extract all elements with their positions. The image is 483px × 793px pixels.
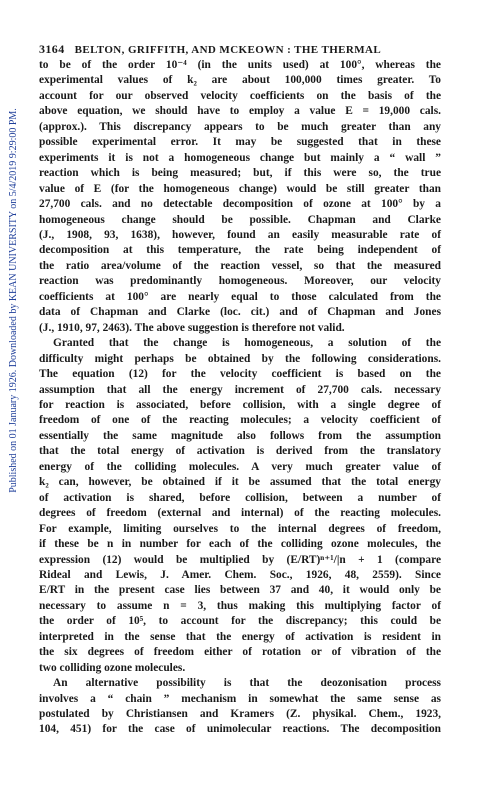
text-line: two colliding ozone molecules. — [39, 661, 186, 674]
text-line: difficulty might perhaps be obtained by the following considerations. — [39, 352, 441, 365]
text-line: coefficients at 100° are nearly equal to those calculated from the — [39, 290, 441, 303]
text-line: energy of the colliding molecules. A very much greater value of — [39, 460, 441, 473]
text-line: experimental values of k₂ are about 100,000 times greater. To — [39, 74, 441, 87]
text-line: value of E (for the homogeneous change) would be still greater than — [39, 182, 441, 195]
text-line: of activation is shared, before collision, between a number of — [39, 491, 441, 504]
text-line: k₂ can, however, be obtained if it be assumed that the total energy — [39, 476, 441, 489]
text-line: that the total energy of activation is derived from the translatory — [39, 445, 441, 458]
text-line: degrees of freedom (external and internal) of the reacting molecules. — [39, 507, 441, 520]
text-line: the ratio area/volume of the reaction vessel, so that the measured — [39, 259, 441, 272]
text-line: interpreted in the sense that the energy of activation is resident in — [39, 630, 441, 643]
text-line: essentially the same magnitude also follows from the assumption — [39, 429, 441, 442]
running-title: BELTON, GRIFFITH, AND MCKEOWN : THE THERMAL — [74, 44, 382, 56]
text-line: the six degrees of freedom either of rotation or of vibration of the — [39, 646, 441, 659]
text-line: the order of 10⁵, to account for the discrepancy; this could be — [39, 615, 441, 628]
text-line: data of Chapman and Clarke (loc. cit.) and of Chapman and Jones — [39, 306, 441, 319]
text-line: reaction was predominantly homogeneous. Moreover, our velocity — [39, 275, 441, 288]
text-line: (J., 1908, 93, 1638), however, found an easily measurable rate of — [39, 228, 441, 241]
text-line: 27,700 cals. and no detectable decomposition of ozone at 100° by a — [39, 198, 441, 211]
text-line: to be of the order 10⁻⁴ (in the units used) at 100°, whereas the — [39, 59, 441, 71]
text-line: 104, 451) for the case of unimolecular reactions. The decomposition — [39, 723, 441, 736]
text-line: necessary to assume n = 3, thus making this multiplying factor of — [39, 599, 441, 612]
text-line: postulated by Christiansen and Kramers (Z. physikal. Chem., 1923, — [39, 708, 441, 721]
text-line: decomposition at this temperature, the rate being independent of — [39, 244, 441, 257]
text-line: E/RT in the present case lies between 37 and 40, it would only be — [39, 584, 441, 597]
text-line: An alternative possibility is that the deozonisation process — [53, 677, 441, 690]
text-line: (approx.). This discrepancy appears to be much greater than any — [39, 120, 441, 133]
text-line: Granted that the change is homogeneous, a solution of the — [53, 337, 441, 350]
text-line: (J., 1910, 97, 2463). The above suggestion is therefore not valid. — [39, 321, 345, 334]
text-line: reaction which is being measured; but, if this were so, the true — [39, 167, 441, 180]
text-line: freedom of one of the reacting molecules; a velocity coefficient of — [39, 414, 441, 427]
text-line: Rideal and Lewis, J. Amer. Chem. Soc., 1926, 48, 2559). Since — [39, 568, 441, 581]
text-line: possible experimental error. It may be suggested that in these — [39, 136, 441, 149]
download-watermark-text: Published on 01 January 1926. Downloaded by KEAN UNIVERSITY on 5/4/2019 9:29:00 PM. — [7, 107, 19, 493]
text-line: above equation, we should have to employ a value E = 19,000 cals. — [39, 105, 441, 118]
text-line: assumption that all the energy increment of 27,700 cals. necessary — [39, 383, 441, 396]
page-header — [39, 42, 439, 57]
text-line: involves a “ chain ” mechanism in somewhat the same sense as — [39, 692, 441, 705]
page-number: 3164 — [39, 42, 65, 56]
text-line: experiments it is not a homogeneous change but mainly a “ wall ” — [39, 151, 441, 164]
text-line: For example, limiting ourselves to the internal degrees of freedom, — [39, 522, 441, 535]
text-line: The equation (12) for the velocity coefficient is based on the — [39, 368, 441, 381]
text-line: for reaction is associated, before collision, with a single degree of — [39, 398, 441, 411]
body-text — [39, 58, 441, 738]
text-line: if these be n in number for each of the colliding ozone molecules, the — [39, 538, 441, 551]
text-line: expression (12) would be multiplied by (E/RT)ⁿ⁺¹/|n + 1 (compare — [39, 553, 441, 566]
text-line: homogeneous change should be possible. Chapman and Clarke — [39, 213, 441, 226]
download-watermark — [0, 80, 26, 520]
text-line: account for our observed velocity coefficients on the basis of the — [39, 89, 441, 102]
